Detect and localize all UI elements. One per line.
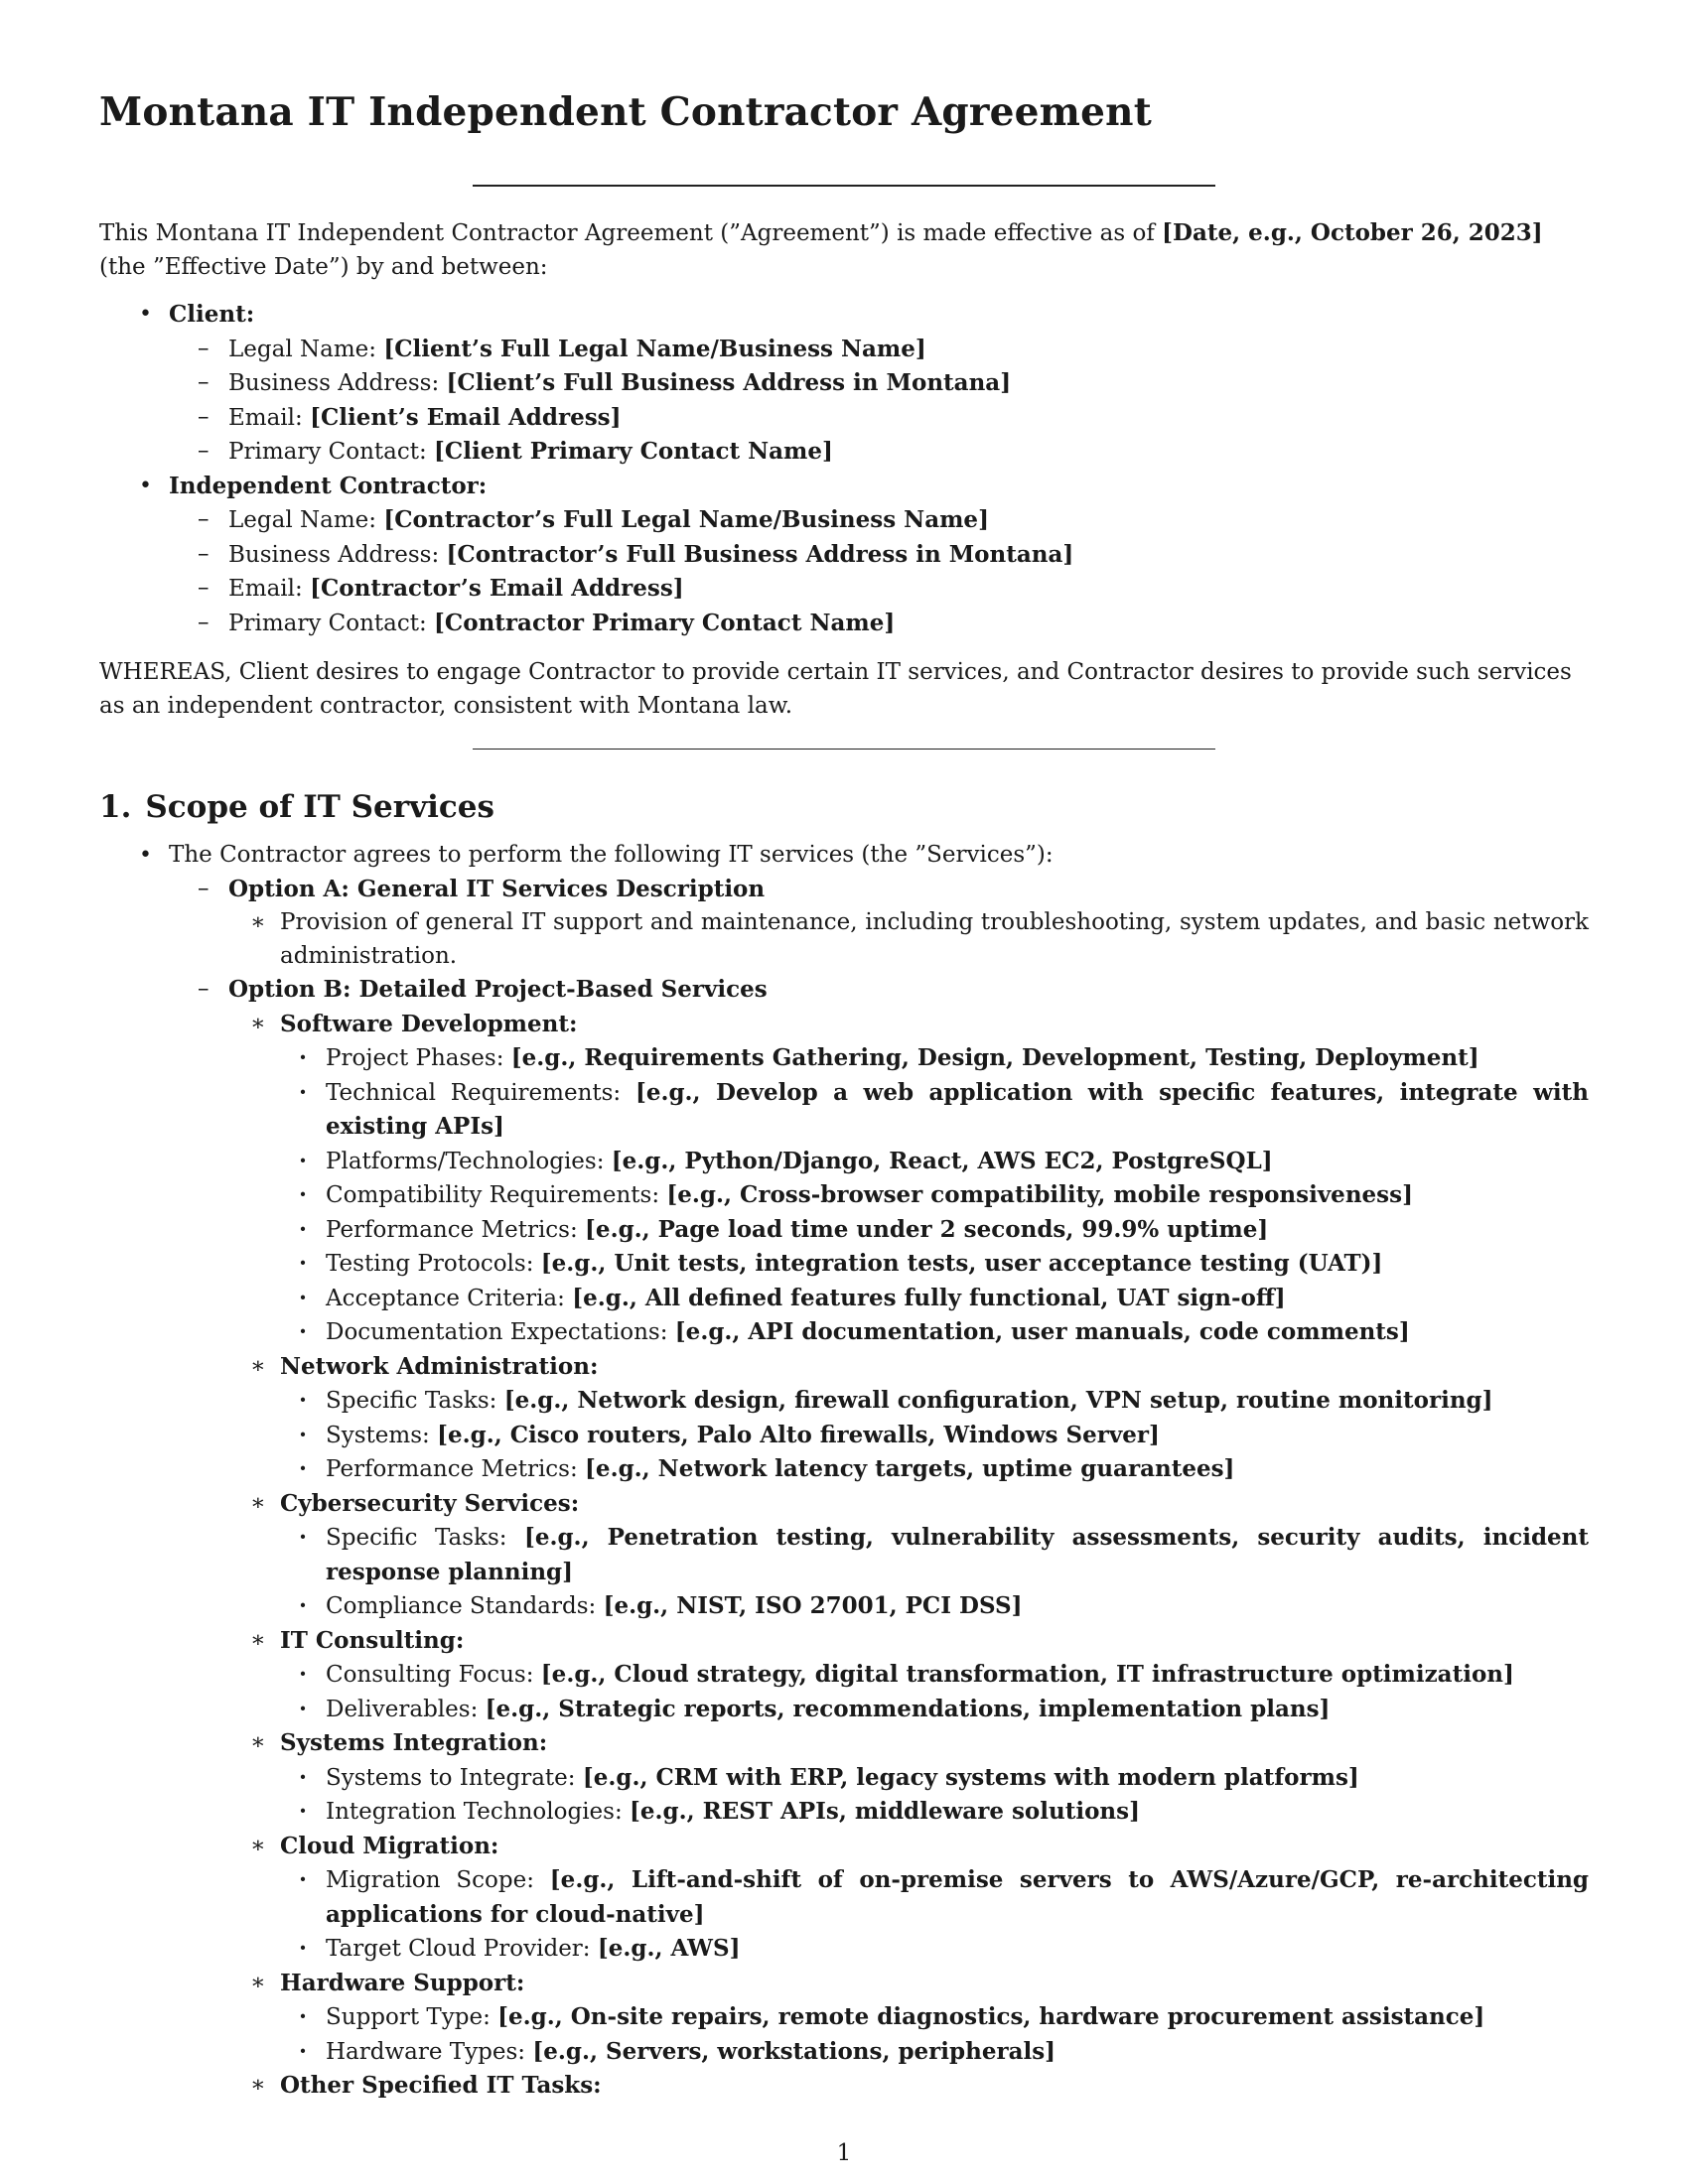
service-item-label: Support Type: (326, 2004, 498, 2030)
service-group-items (99, 1761, 1589, 1830)
service-group-heading: Hardware Support: (280, 1969, 525, 1996)
intro-text: This Montana IT Independent Contractor Agreement (”Agreement”) is made effective as of (99, 220, 1163, 246)
service-group-items (99, 1521, 1589, 1624)
service-item-value: [e.g., AWS] (597, 1935, 741, 1962)
field-label: Business Address: (228, 370, 447, 396)
service-item-value: [e.g., Network latency targets, uptime guarantees] (585, 1455, 1235, 1482)
field-value: [Contractor’s Email Address] (310, 575, 684, 602)
service-item-label: Acceptance Criteria: (326, 1285, 573, 1311)
service-group-items (99, 2000, 1589, 2069)
service-item-label: Compatibility Requirements: (326, 1182, 667, 1208)
party-heading: Client: (169, 301, 255, 328)
party-field (99, 538, 1589, 573)
parties-list (99, 298, 1589, 640)
service-group-heading: Software Development: (280, 1010, 578, 1037)
service-item (99, 1247, 1589, 1282)
service-item (99, 1076, 1589, 1145)
service-item-label: Specific Tasks: (326, 1525, 524, 1551)
service-item-label: Technical Requirements: (326, 1079, 635, 1106)
service-item-value: [e.g., Cross-browser compatibility, mobile responsiveness] (666, 1181, 1413, 1208)
service-group-items (99, 1384, 1589, 1487)
service-group (99, 1830, 1589, 1967)
service-group-items (99, 1658, 1589, 1726)
field-label: Primary Contact: (228, 439, 435, 465)
service-item-label: Consulting Focus: (326, 1662, 541, 1688)
field-label: Email: (228, 576, 311, 602)
party-fields (99, 333, 1589, 470)
service-item (99, 1589, 1589, 1624)
option-a-text: ∗ Provision of general IT support and maintenance, including troubleshooting, system updates, and basic network administration. (280, 909, 1589, 969)
scope-list (99, 839, 1589, 2104)
page-number: 1 (836, 2140, 852, 2166)
field-label: Email: (228, 404, 311, 431)
intro-text-continued: (the ”Effective Date”) by and between: (99, 254, 548, 280)
service-item-value: [e.g., Develop a web application with specific features, integrate with existing APIs] (326, 1078, 1590, 1140)
field-label: Legal Name: (228, 507, 384, 533)
service-item-label: Documentation Expectations: (326, 1319, 675, 1345)
service-item-value: [e.g., Penetration testing, vulnerability assessments, security audits, incident response planning] (326, 1524, 1590, 1585)
service-item-label: Compliance Standards: (326, 1593, 604, 1619)
service-item (99, 1761, 1589, 1796)
service-item (99, 1932, 1589, 1967)
option-title: Option A: General IT Services Description (228, 875, 766, 902)
service-group-heading: Cloud Migration: (280, 1832, 499, 1859)
service-item (99, 2000, 1589, 2035)
service-item-value: [e.g., Strategic reports, recommendations, implementation plans] (485, 1695, 1331, 1722)
service-item (99, 1213, 1589, 1248)
scope-lead: • The Contractor agrees to perform the following IT services (the ”Services”): (169, 842, 1054, 868)
service-item-label: Hardware Types: (326, 2038, 533, 2065)
party-contractor (99, 470, 1589, 641)
service-item-label: Performance Metrics: (326, 1456, 586, 1482)
service-item-label: Systems to Integrate: (326, 1764, 583, 1791)
section-heading (99, 789, 1589, 825)
service-item (99, 1384, 1589, 1419)
service-item-label: Testing Protocols: (326, 1251, 541, 1277)
service-item-label: Target Cloud Provider: (326, 1936, 598, 1962)
service-item (99, 1521, 1589, 1589)
field-value: [Client’s Full Legal Name/Business Name] (383, 335, 926, 362)
service-item (99, 1419, 1589, 1453)
service-item-value: [e.g., Network design, firewall configuration, VPN setup, routine monitoring] (503, 1387, 1493, 1414)
service-item (99, 1041, 1589, 1076)
service-item-label: Integration Technologies: (326, 1799, 631, 1825)
service-item (99, 1658, 1589, 1693)
field-value: [Contractor’s Full Legal Name/Business Name] (383, 506, 989, 533)
service-item (99, 1863, 1589, 1932)
document-title: Montana IT Independent Contractor Agreement (99, 89, 1152, 135)
service-group (99, 1008, 1589, 1350)
field-value: [Contractor Primary Contact Name] (434, 609, 896, 636)
party-fields (99, 503, 1589, 640)
service-item-label: Specific Tasks: (326, 1388, 504, 1414)
service-item (99, 1693, 1589, 1727)
effective-date-placeholder: [Date, e.g., October 26, 2023] (1162, 219, 1543, 246)
service-group-heading: Other Specified IT Tasks: (280, 2072, 602, 2099)
party-field (99, 333, 1589, 367)
field-value: [Client’s Full Business Address in Montana] (446, 369, 1012, 396)
service-group-items (99, 1041, 1589, 1350)
service-item (99, 1452, 1589, 1487)
service-item-value: [e.g., All defined features fully functional, UAT sign-off] (572, 1284, 1286, 1311)
field-label: Business Address: (228, 541, 447, 568)
section-number: 1. (99, 789, 132, 825)
service-item-value: [e.g., Lift-and-shift of on-premise servers to AWS/Azure/GCP, re-architecting applications for cloud-native] (326, 1866, 1589, 1928)
service-group (99, 1726, 1589, 1830)
party-field (99, 572, 1589, 607)
party-field (99, 401, 1589, 436)
document-page (99, 79, 1589, 2104)
field-value: [Contractor’s Full Business Address in Montana] (446, 540, 1074, 568)
intro-paragraph (99, 216, 1589, 284)
field-label: Primary Contact: (228, 610, 435, 636)
service-item-value: [e.g., Unit tests, integration tests, user acceptance testing (UAT)] (540, 1250, 1383, 1277)
service-group-items (99, 1863, 1589, 1967)
service-group (99, 1624, 1589, 1727)
party-client (99, 298, 1589, 470)
service-item (99, 1795, 1589, 1830)
party-field (99, 435, 1589, 470)
service-groups (99, 1008, 1589, 2104)
service-item-value: [e.g., On-site repairs, remote diagnostics, hardware procurement assistance] (497, 2003, 1485, 2030)
field-value: [Client Primary Contact Name] (434, 438, 833, 465)
service-group (99, 1967, 1589, 2070)
service-item-value: [e.g., Python/Django, React, AWS EC2, PostgreSQL] (611, 1147, 1273, 1174)
option-a-details (99, 906, 1589, 973)
service-group-heading: Cybersecurity Services: (280, 1489, 580, 1517)
service-group-heading: IT Consulting: (280, 1626, 465, 1654)
service-item-value: [e.g., REST APIs, middleware solutions] (630, 1798, 1140, 1825)
field-value: [Client’s Email Address] (310, 403, 622, 431)
scope-lead-item (99, 839, 1589, 2104)
service-item (99, 1315, 1589, 1350)
service-item-label: Platforms/Technologies: (326, 1148, 612, 1174)
service-group-heading: Network Administration: (280, 1352, 599, 1380)
service-item-value: [e.g., CRM with ERP, legacy systems with modern platforms] (582, 1763, 1359, 1791)
field-label: Legal Name: (228, 336, 384, 362)
service-item-value: [e.g., Page load time under 2 seconds, 99.9% uptime] (585, 1215, 1269, 1243)
party-field (99, 503, 1589, 538)
option-b (99, 973, 1589, 2104)
service-item-value: [e.g., Servers, workstations, peripherals] (532, 2037, 1056, 2065)
service-item-value: [e.g., Cloud strategy, digital transformation, IT infrastructure optimization] (540, 1661, 1514, 1688)
party-field (99, 607, 1589, 641)
party-field (99, 366, 1589, 401)
service-item-value: [e.g., API documentation, user manuals, code comments] (674, 1318, 1410, 1345)
service-item-value: [e.g., NIST, ISO 27001, PCI DSS] (603, 1592, 1023, 1619)
option-title: Option B: Detailed Project-Based Services (228, 976, 768, 1003)
service-group (99, 2069, 1589, 2104)
party-heading: Independent Contractor: (169, 472, 488, 499)
horizontal-rule (473, 749, 1215, 750)
service-item-label: Migration Scope: (326, 1867, 550, 1893)
option-a-item (99, 906, 1589, 973)
horizontal-rule (473, 185, 1215, 187)
service-group (99, 1350, 1589, 1487)
service-item-label: Deliverables: (326, 1696, 486, 1722)
service-group (99, 1487, 1589, 1624)
section-title: Scope of IT Services (145, 789, 494, 825)
whereas-clause: WHEREAS, Client desires to engage Contractor to provide certain IT services, and Contractor desires to provide such services as an independent contractor, consistent with Montana law. (99, 659, 1572, 719)
service-item-value: [e.g., Requirements Gathering, Design, Development, Testing, Deployment] (510, 1044, 1479, 1071)
service-group-heading: Systems Integration: (280, 1729, 548, 1756)
service-item-label: Project Phases: (326, 1045, 511, 1071)
service-item (99, 1178, 1589, 1213)
option-a (99, 873, 1589, 974)
service-item-label: Systems: (326, 1422, 438, 1448)
service-item-label: Performance Metrics: (326, 1216, 586, 1243)
service-item (99, 1145, 1589, 1179)
service-item (99, 2035, 1589, 2070)
options-list (99, 873, 1589, 2104)
service-item-value: [e.g., Cisco routers, Palo Alto firewalls, Windows Server] (437, 1421, 1160, 1448)
service-item (99, 1282, 1589, 1316)
